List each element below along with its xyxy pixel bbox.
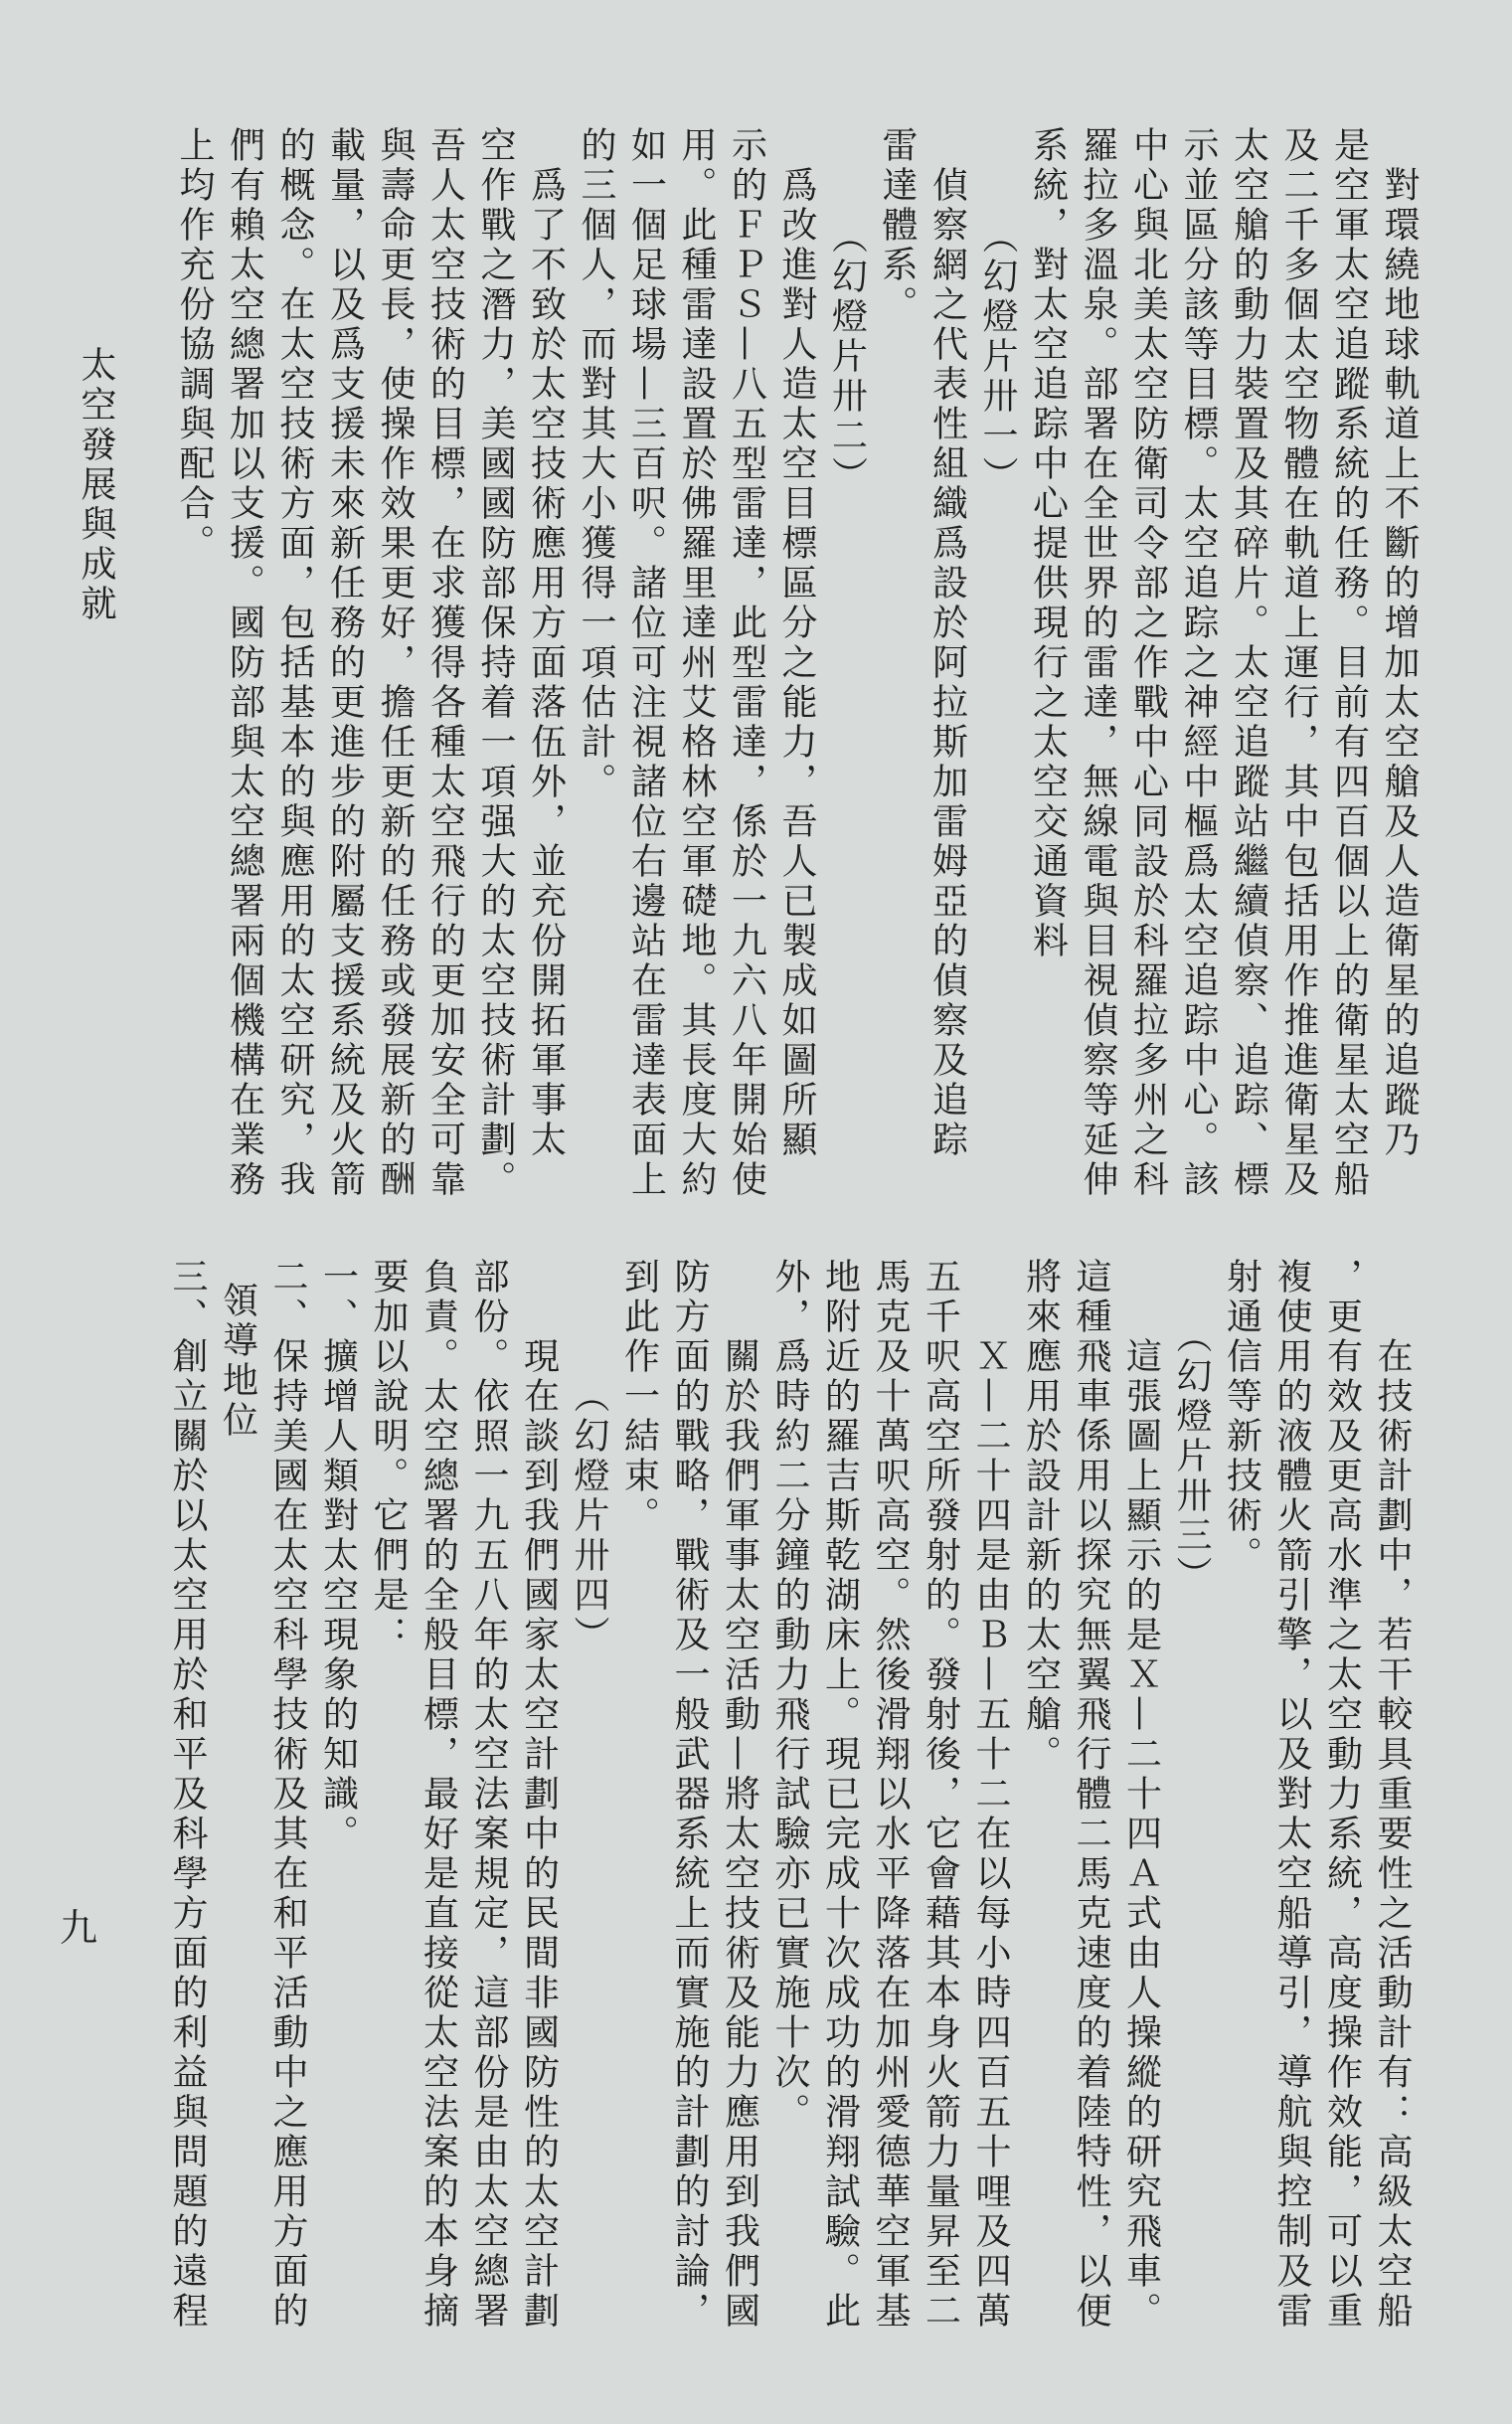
text-column: 羅拉多溫泉。部署在全世界的雷達，無線電與目視偵察等延伸 (1078, 126, 1118, 1200)
text-column: 對環繞地球軌道上不斷的增加太空艙及人造衛星的追蹤乃 (1379, 166, 1420, 1160)
text-column: （幻燈片卅一） (977, 218, 1018, 496)
text-column: 上均作充份協調與配合。 (174, 126, 215, 564)
text-column: 複使用的液體火箭引擎，以及對太空船導引，導航與控制及雷 (1271, 1258, 1312, 2332)
running-title: 太空發展與成就 (76, 346, 116, 624)
text-column: 載量，以及爲支援未來新任務的更進步的附屬支援系統及火箭 (324, 126, 366, 1200)
text-column: 外，爲時約二分鐘的動力飛行試驗亦已實施十次。 (769, 1258, 810, 2133)
text-column: 地附近的羅吉斯乾湖床上。現已完成十次成功的滑翔試驗。此 (819, 1258, 861, 2332)
text-column: 在技術計劃中，若干較具重要性之活動計有：高級太空船 (1372, 1337, 1413, 2332)
upper-text-block (169, 126, 1425, 1200)
text-column: 雷達體系。 (877, 126, 918, 325)
text-column: Ｘ—二十四是由Ｂ—五十二在以每小時四百五十哩及四萬 (970, 1337, 1011, 2332)
text-column: 五千呎高空所發射的。發射後，它會藉其本身火箭力量昇至二 (920, 1258, 961, 2332)
text-column: 用。此種雷達設置於佛羅里達州艾格林空軍礎地。其長度大約 (676, 126, 717, 1200)
text-column: 吾人太空技術的目標，在求獲得各種太空飛行的更加安全可靠 (424, 126, 466, 1200)
lower-text-block (162, 1258, 1418, 2332)
text-column: 部份。依照一九五八年的太空法案規定，這部份是由太空總署 (468, 1258, 509, 2332)
text-column: 系統，對太空追踪中心提供現行之太空交通資料 (1027, 126, 1069, 961)
text-column: 們有賴太空總署加以支援。國防部與太空總署兩個機構在業務 (224, 126, 265, 1200)
text-column: 與壽命更長，使操作效果更好，擔任更新的任務或發展新的酬 (375, 126, 416, 1200)
text-column: 是空軍太空追蹤系統的任務。目前有四百個以上的衛星太空船 (1328, 126, 1370, 1200)
text-column: （幻燈片卅三） (1171, 1317, 1212, 1596)
text-column: 示的ＦＰＳ—八五型雷達，此型雷達，係於一九六八年開始使 (726, 126, 767, 1200)
text-column: 太空艙的動力裝置及其碎片。太空追蹤站繼續偵察、追踪、標 (1228, 126, 1269, 1200)
text-column: 馬克及十萬呎高空。然後滑翔以水平降落在加州愛德華空軍基 (870, 1258, 911, 2332)
text-column: 三、創立關於以太空用於和平及科學方面的利益與問題的遠程 (167, 1258, 208, 2332)
text-column: ，更有效及更高水準之太空動力系統，高度操作效能，可以重 (1321, 1258, 1363, 2332)
text-column: 爲改進對人造太空目標區分之能力，吾人已製成如圖所顯 (776, 166, 817, 1160)
text-column: 要加以說明。它們是： (368, 1258, 409, 1655)
text-column: 爲了不致於太空技術應用方面落伍外，並充份開拓軍事太 (525, 166, 567, 1160)
text-column: 防方面的戰略，戰術及一般武器系統上而實施的計劃的討論， (669, 1258, 710, 2332)
text-column: （幻燈片卅二） (826, 218, 868, 496)
text-column: 示並區分該等目標。太空追踪之神經中樞爲太空追踪中心。該 (1178, 126, 1219, 1200)
text-column: 如一個足球場—三百呎。諸位可注視諸位右邊站在雷達表面上 (625, 126, 667, 1200)
text-column: 這張圖上顯示的是Ｘ—二十四Ａ式由人操縱的研究飛車。 (1120, 1337, 1162, 2332)
text-column: 的三個人，而對其大小獲得一項估計。 (576, 126, 616, 802)
text-column: 將來應用於設計新的太空艙。 (1020, 1258, 1062, 1775)
page-number: 九 (60, 1906, 98, 1950)
text-column: 中心與北美太空防衛司令部之作戰中心同設於科羅拉多州之科 (1127, 126, 1169, 1200)
text-column: 領導地位 (217, 1282, 258, 1441)
text-column: 現在談到我們國家太空計劃中的民間非國防性的太空計劃 (518, 1337, 560, 2332)
text-column: 二、保持美國在太空科學技術及其在和平活動中之應用方面的 (267, 1258, 308, 2332)
text-column: 負責。太空總署的全般目標，最好是直接從太空法案的本身摘 (418, 1258, 459, 2332)
text-column: 到此作一結束。 (618, 1258, 660, 1536)
text-column: 空作戰之潛力，美國國防部保持着一項强大的太空技術計劃。 (475, 126, 516, 1200)
text-column: 關於我們軍事太空活動—將太空技術及能力應用到我們國 (719, 1337, 760, 2332)
text-column: 的概念。在太空技術方面，包括基本的與應用的太空研究，我 (274, 126, 315, 1200)
text-column: 射通信等新技術。 (1221, 1258, 1262, 1576)
text-column: 及二千多個太空物體在軌道上運行，其中包括用作推進衛星及 (1278, 126, 1319, 1200)
text-column: 偵察網之代表性組織爲設於阿拉斯加雷姆亞的偵察及追踪 (926, 166, 968, 1160)
text-column: 這種飛車係用以探究無翼飛行體二馬克速度的着陸特性，以便 (1071, 1258, 1111, 2332)
text-column: （幻燈片卅四） (569, 1377, 609, 1655)
text-column: 一、擴增人類對太空現象的知識。 (317, 1258, 359, 1854)
